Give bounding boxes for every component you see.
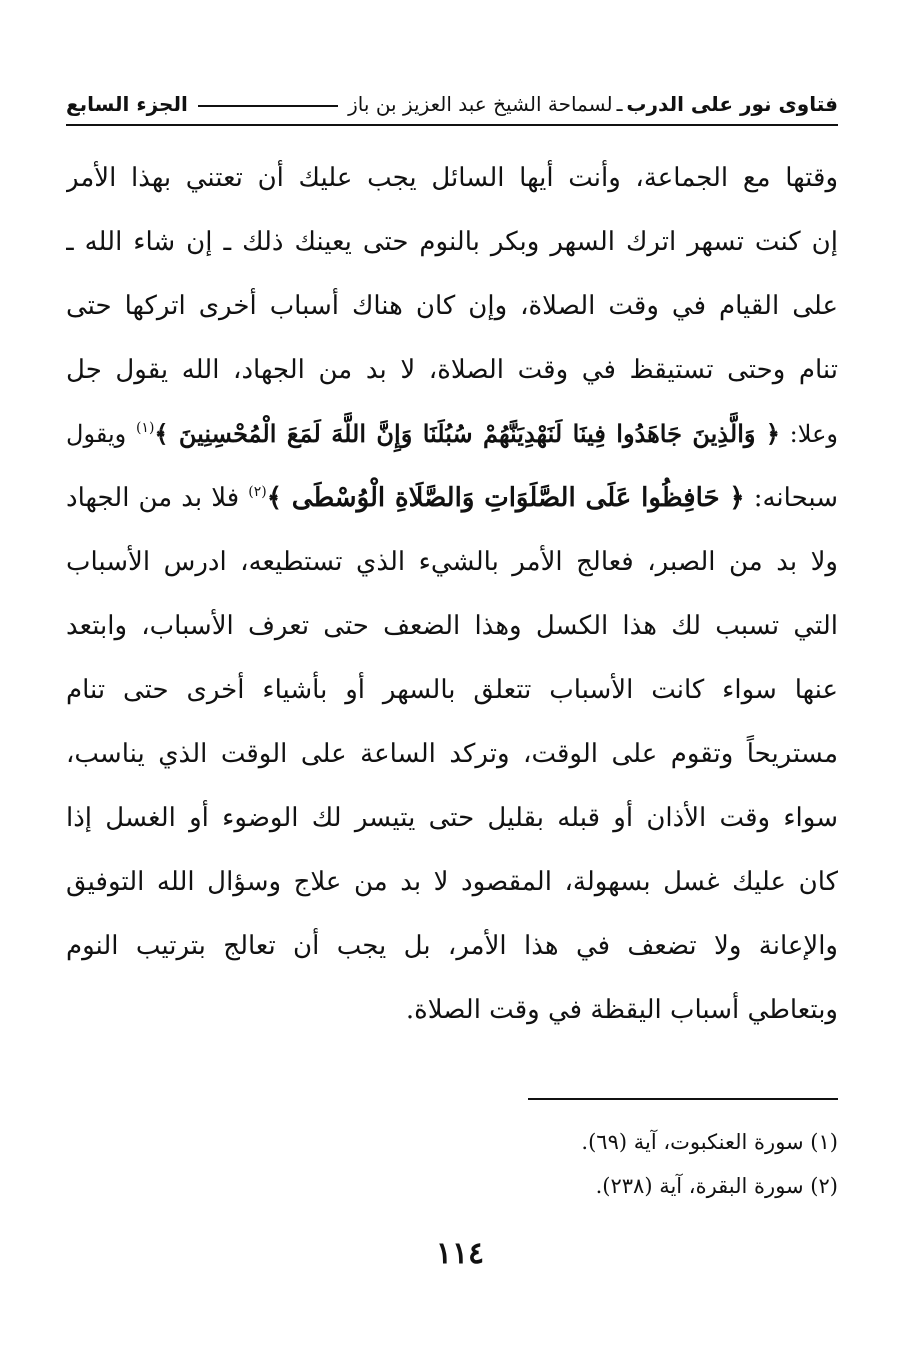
- body-line-with-verse: [66, 402, 838, 466]
- page-number: ١١٤: [435, 1236, 485, 1271]
- footnotes: [581, 1120, 838, 1208]
- footnote-ref: (١): [135, 420, 155, 436]
- header-book-title: فتاوى نور على الدرب: [626, 92, 838, 116]
- body-text: [66, 146, 838, 1042]
- quran-verse: ﴿ وَالَّذِينَ جَاهَدُوا فِينَا لَنَهْدِيَنَّهُمْ سُبُلَنَا وَإِنَّ اللَّهَ لَمَعَ الْمُحْسِنِينَ ﴾: [154, 419, 780, 448]
- body-line: والإعانة ولا تضعف في هذا الأمر، بل يجب أن تعالج بترتيب النوم: [66, 931, 838, 961]
- body-line-last: وبتعاطي أسباب اليقظة في وقت الصلاة.: [405, 995, 838, 1025]
- footnote-1: (١) سورة العنكبوت، آية (٦٩).: [581, 1130, 838, 1154]
- header-volume: الجزء السابع: [66, 92, 188, 116]
- line-text-before: وعلا:: [789, 420, 838, 448]
- header-dash-rule: [198, 105, 338, 107]
- body-line: سواء وقت الأذان أو قبله بقليل حتى يتيسر لك الوضوء أو الغسل إذا: [66, 803, 838, 833]
- header-underline: [66, 124, 838, 126]
- body-line: على القيام في وقت الصلاة، وإن كان هناك أسباب أخرى اتركها حتى: [66, 291, 838, 321]
- quran-verse: ﴿ حَافِظُوا عَلَى الصَّلَوَاتِ وَالصَّلَاةِ الْوُسْطَى ﴾: [266, 483, 745, 513]
- body-line: إن كنت تسهر اترك السهر وبكر بالنوم حتى يعينك ذلك ـ إن شاء الله ـ: [66, 227, 838, 257]
- body-line: التي تسبب لك هذا الكسل وهذا الضعف حتى تعرف الأسباب، وابتعد: [66, 611, 838, 641]
- line-text-after: فلا بد من الجهاد: [66, 483, 240, 513]
- body-line-with-verse: [66, 466, 838, 530]
- body-line: مستريحاً وتقوم على الوقت، وتركد الساعة على الوقت الذي يناسب،: [66, 739, 838, 769]
- body-line: تنام وحتى تستيقظ في وقت الصلاة، لا بد من الجهاد، الله يقول جل: [66, 355, 838, 385]
- line-text-after: ويقول: [66, 420, 127, 448]
- body-line: عنها سواء كانت الأسباب تتعلق بالسهر أو بأشياء أخرى حتى تنام: [66, 675, 838, 705]
- body-line: وقتها مع الجماعة، وأنت أيها السائل يجب عليك أن تعتني بهذا الأمر: [66, 163, 838, 193]
- header-separator: ـ: [616, 92, 623, 116]
- body-line: ولا بد من الصبر، فعالج الأمر بالشيء الذي تستطيعه، ادرس الأسباب: [66, 547, 838, 577]
- running-header: [66, 86, 838, 122]
- footnote-ref: (٢): [248, 484, 267, 500]
- line-text-before: سبحانه:: [753, 483, 838, 513]
- footnote-2: (٢) سورة البقرة، آية (٢٣٨).: [595, 1174, 838, 1198]
- body-line: كان عليك غسل بسهولة، المقصود لا بد من علاج وسؤال الله التوفيق: [66, 867, 838, 897]
- header-author: لسماحة الشيخ عبد العزيز بن باز: [348, 92, 613, 116]
- footnote-separator: [528, 1098, 838, 1100]
